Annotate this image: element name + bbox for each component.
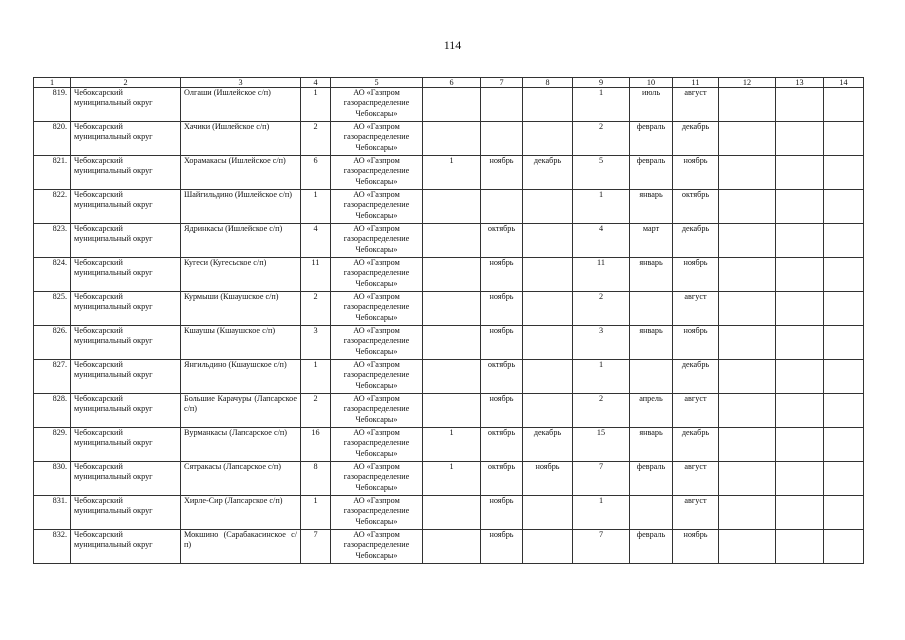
col6-cell [423, 224, 481, 258]
col7-month-cell: октябрь [481, 360, 523, 394]
row-number: 827. [34, 360, 71, 394]
col11-month-cell: октябрь [673, 190, 719, 224]
gasification-table [33, 77, 864, 564]
organization-cell: АО «Газпром газораспределение Чебоксары» [331, 122, 423, 156]
objects-count-cell: 8 [301, 462, 331, 496]
col13-cell [776, 156, 824, 190]
col9-count-cell: 1 [573, 496, 630, 530]
col13-cell [776, 190, 824, 224]
settlement-cell: Хирле-Сир (Лапсарское с/п) [181, 496, 301, 530]
col12-cell [719, 122, 776, 156]
col12-cell [719, 394, 776, 428]
col14-cell [824, 292, 864, 326]
col8-month-cell [523, 122, 573, 156]
col14-cell [824, 122, 864, 156]
col8-month-cell: ноябрь [523, 462, 573, 496]
settlement-cell: Кугеси (Кугесьское с/п) [181, 258, 301, 292]
col14-cell [824, 258, 864, 292]
column-number-8: 8 [523, 78, 573, 88]
col7-month-cell: ноябрь [481, 326, 523, 360]
column-number-4: 4 [301, 78, 331, 88]
settlement-cell: Курмыши (Кшаушское с/п) [181, 292, 301, 326]
col10-month-cell: июль [630, 88, 673, 122]
organization-cell: АО «Газпром газораспределение Чебоксары» [331, 394, 423, 428]
column-number-7: 7 [481, 78, 523, 88]
col6-cell [423, 258, 481, 292]
col7-month-cell: ноябрь [481, 258, 523, 292]
column-number-11: 11 [673, 78, 719, 88]
col6-cell [423, 88, 481, 122]
col9-count-cell: 3 [573, 326, 630, 360]
col9-count-cell: 2 [573, 292, 630, 326]
organization-cell: АО «Газпром газораспределение Чебоксары» [331, 326, 423, 360]
col8-month-cell [523, 88, 573, 122]
col14-cell [824, 496, 864, 530]
district-cell: Чебоксарский муниципальный округ [71, 292, 181, 326]
col9-count-cell: 2 [573, 394, 630, 428]
col10-month-cell [630, 292, 673, 326]
row-number: 831. [34, 496, 71, 530]
col11-month-cell: август [673, 462, 719, 496]
col10-month-cell: февраль [630, 462, 673, 496]
col14-cell [824, 88, 864, 122]
col6-cell [423, 122, 481, 156]
organization-cell: АО «Газпром газораспределение Чебоксары» [331, 156, 423, 190]
col14-cell [824, 156, 864, 190]
objects-count-cell: 2 [301, 292, 331, 326]
settlement-cell: Вурманкасы (Лапсарское с/п) [181, 428, 301, 462]
objects-count-cell: 2 [301, 122, 331, 156]
column-number-5: 5 [331, 78, 423, 88]
table-row [34, 258, 864, 292]
column-number-6: 6 [423, 78, 481, 88]
col7-month-cell: ноябрь [481, 496, 523, 530]
col12-cell [719, 88, 776, 122]
organization-cell: АО «Газпром газораспределение Чебоксары» [331, 496, 423, 530]
column-number-10: 10 [630, 78, 673, 88]
col7-month-cell: ноябрь [481, 292, 523, 326]
col14-cell [824, 530, 864, 564]
col8-month-cell [523, 224, 573, 258]
settlement-cell: Шайгильдино (Ишлейское с/п) [181, 190, 301, 224]
organization-cell: АО «Газпром газораспределение Чебоксары» [331, 258, 423, 292]
row-number: 824. [34, 258, 71, 292]
col10-month-cell [630, 360, 673, 394]
col12-cell [719, 428, 776, 462]
column-number-2: 2 [71, 78, 181, 88]
district-cell: Чебоксарский муниципальный округ [71, 122, 181, 156]
col8-month-cell [523, 190, 573, 224]
col8-month-cell: декабрь [523, 428, 573, 462]
col7-month-cell: октябрь [481, 428, 523, 462]
col10-month-cell: февраль [630, 156, 673, 190]
col9-count-cell: 1 [573, 190, 630, 224]
table-row [34, 530, 864, 564]
table-row [34, 326, 864, 360]
organization-cell: АО «Газпром газораспределение Чебоксары» [331, 88, 423, 122]
col10-month-cell: февраль [630, 122, 673, 156]
col9-count-cell: 2 [573, 122, 630, 156]
col13-cell [776, 292, 824, 326]
objects-count-cell: 7 [301, 530, 331, 564]
table-row [34, 156, 864, 190]
col13-cell [776, 224, 824, 258]
district-cell: Чебоксарский муниципальный округ [71, 496, 181, 530]
col14-cell [824, 326, 864, 360]
col13-cell [776, 428, 824, 462]
col13-cell [776, 496, 824, 530]
col11-month-cell: ноябрь [673, 258, 719, 292]
col12-cell [719, 496, 776, 530]
col12-cell [719, 462, 776, 496]
col8-month-cell: декабрь [523, 156, 573, 190]
col10-month-cell: январь [630, 326, 673, 360]
district-cell: Чебоксарский муниципальный округ [71, 394, 181, 428]
col6-cell [423, 496, 481, 530]
objects-count-cell: 2 [301, 394, 331, 428]
settlement-cell: Кшаушы (Кшаушское с/п) [181, 326, 301, 360]
objects-count-cell: 11 [301, 258, 331, 292]
table-row [34, 496, 864, 530]
row-number: 825. [34, 292, 71, 326]
table-row [34, 428, 864, 462]
table-row [34, 292, 864, 326]
settlement-cell: Олгаши (Ишлейское с/п) [181, 88, 301, 122]
row-number: 832. [34, 530, 71, 564]
col8-month-cell [523, 394, 573, 428]
district-cell: Чебоксарский муниципальный округ [71, 360, 181, 394]
col7-month-cell [481, 88, 523, 122]
col7-month-cell: октябрь [481, 462, 523, 496]
objects-count-cell: 1 [301, 360, 331, 394]
col9-count-cell: 11 [573, 258, 630, 292]
district-cell: Чебоксарский муниципальный округ [71, 88, 181, 122]
col11-month-cell: ноябрь [673, 530, 719, 564]
col13-cell [776, 462, 824, 496]
col6-cell: 1 [423, 156, 481, 190]
objects-count-cell: 16 [301, 428, 331, 462]
district-cell: Чебоксарский муниципальный округ [71, 156, 181, 190]
col6-cell [423, 190, 481, 224]
district-cell: Чебоксарский муниципальный округ [71, 224, 181, 258]
settlement-cell: Хорамакасы (Ишлейское с/п) [181, 156, 301, 190]
col11-month-cell: ноябрь [673, 156, 719, 190]
col9-count-cell: 15 [573, 428, 630, 462]
col13-cell [776, 530, 824, 564]
page-number: 114 [443, 38, 462, 52]
col14-cell [824, 360, 864, 394]
col9-count-cell: 7 [573, 530, 630, 564]
district-cell: Чебоксарский муниципальный округ [71, 462, 181, 496]
settlement-cell: Хачики (Ишлейское с/п) [181, 122, 301, 156]
col8-month-cell [523, 292, 573, 326]
organization-cell: АО «Газпром газораспределение Чебоксары» [331, 360, 423, 394]
column-number-9: 9 [573, 78, 630, 88]
objects-count-cell: 6 [301, 156, 331, 190]
settlement-cell: Ядринкасы (Ишлейское с/п) [181, 224, 301, 258]
col7-month-cell: ноябрь [481, 156, 523, 190]
table-row [34, 462, 864, 496]
organization-cell: АО «Газпром газораспределение Чебоксары» [331, 428, 423, 462]
column-number-row [34, 78, 864, 88]
table-row [34, 122, 864, 156]
settlement-cell: Янгильдино (Кшаушское с/п) [181, 360, 301, 394]
col12-cell [719, 326, 776, 360]
col12-cell [719, 360, 776, 394]
objects-count-cell: 1 [301, 88, 331, 122]
col12-cell [719, 530, 776, 564]
col9-count-cell: 7 [573, 462, 630, 496]
col10-month-cell: февраль [630, 530, 673, 564]
col8-month-cell [523, 360, 573, 394]
col6-cell [423, 326, 481, 360]
row-number: 823. [34, 224, 71, 258]
col9-count-cell: 1 [573, 360, 630, 394]
col11-month-cell: декабрь [673, 122, 719, 156]
col6-cell [423, 530, 481, 564]
col10-month-cell: январь [630, 428, 673, 462]
district-cell: Чебоксарский муниципальный округ [71, 530, 181, 564]
col14-cell [824, 462, 864, 496]
col6-cell: 1 [423, 428, 481, 462]
col13-cell [776, 326, 824, 360]
col10-month-cell: март [630, 224, 673, 258]
settlement-cell: Мокшино (Сарабакасинское с/п) [181, 530, 301, 564]
row-number: 821. [34, 156, 71, 190]
col11-month-cell: декабрь [673, 360, 719, 394]
col11-month-cell: август [673, 88, 719, 122]
col13-cell [776, 258, 824, 292]
district-cell: Чебоксарский муниципальный округ [71, 258, 181, 292]
objects-count-cell: 4 [301, 224, 331, 258]
col7-month-cell [481, 122, 523, 156]
row-number: 830. [34, 462, 71, 496]
col8-month-cell [523, 326, 573, 360]
settlement-cell: Большие Карачуры (Лапсарское с/п) [181, 394, 301, 428]
row-number: 826. [34, 326, 71, 360]
row-number: 829. [34, 428, 71, 462]
col12-cell [719, 190, 776, 224]
district-cell: Чебоксарский муниципальный округ [71, 326, 181, 360]
col6-cell [423, 394, 481, 428]
col10-month-cell: январь [630, 190, 673, 224]
organization-cell: АО «Газпром газораспределение Чебоксары» [331, 530, 423, 564]
col12-cell [719, 258, 776, 292]
col11-month-cell: август [673, 394, 719, 428]
col6-cell [423, 360, 481, 394]
col6-cell [423, 292, 481, 326]
column-number-3: 3 [181, 78, 301, 88]
row-number: 820. [34, 122, 71, 156]
col14-cell [824, 224, 864, 258]
col10-month-cell: январь [630, 258, 673, 292]
table-row [34, 88, 864, 122]
col8-month-cell [523, 258, 573, 292]
col8-month-cell [523, 530, 573, 564]
col14-cell [824, 190, 864, 224]
table-row [34, 360, 864, 394]
col11-month-cell: август [673, 292, 719, 326]
organization-cell: АО «Газпром газораспределение Чебоксары» [331, 190, 423, 224]
col12-cell [719, 156, 776, 190]
district-cell: Чебоксарский муниципальный округ [71, 428, 181, 462]
col10-month-cell: апрель [630, 394, 673, 428]
col7-month-cell: ноябрь [481, 530, 523, 564]
col11-month-cell: ноябрь [673, 326, 719, 360]
col9-count-cell: 1 [573, 88, 630, 122]
col13-cell [776, 88, 824, 122]
col11-month-cell: август [673, 496, 719, 530]
col12-cell [719, 292, 776, 326]
col11-month-cell: декабрь [673, 428, 719, 462]
col13-cell [776, 122, 824, 156]
district-cell: Чебоксарский муниципальный округ [71, 190, 181, 224]
col13-cell [776, 360, 824, 394]
col12-cell [719, 224, 776, 258]
organization-cell: АО «Газпром газораспределение Чебоксары» [331, 462, 423, 496]
table-row [34, 394, 864, 428]
objects-count-cell: 3 [301, 326, 331, 360]
organization-cell: АО «Газпром газораспределение Чебоксары» [331, 224, 423, 258]
table-row [34, 190, 864, 224]
column-number-13: 13 [776, 78, 824, 88]
col9-count-cell: 4 [573, 224, 630, 258]
table-row [34, 224, 864, 258]
col7-month-cell [481, 190, 523, 224]
col6-cell: 1 [423, 462, 481, 496]
objects-count-cell: 1 [301, 496, 331, 530]
col7-month-cell: ноябрь [481, 394, 523, 428]
settlement-cell: Сятракасы (Лапсарское с/п) [181, 462, 301, 496]
col10-month-cell [630, 496, 673, 530]
column-number-12: 12 [719, 78, 776, 88]
col14-cell [824, 428, 864, 462]
col8-month-cell [523, 496, 573, 530]
column-number-14: 14 [824, 78, 864, 88]
column-number-1: 1 [34, 78, 71, 88]
row-number: 819. [34, 88, 71, 122]
col13-cell [776, 394, 824, 428]
col11-month-cell: декабрь [673, 224, 719, 258]
row-number: 822. [34, 190, 71, 224]
col14-cell [824, 394, 864, 428]
objects-count-cell: 1 [301, 190, 331, 224]
row-number: 828. [34, 394, 71, 428]
organization-cell: АО «Газпром газораспределение Чебоксары» [331, 292, 423, 326]
col9-count-cell: 5 [573, 156, 630, 190]
col7-month-cell: октябрь [481, 224, 523, 258]
